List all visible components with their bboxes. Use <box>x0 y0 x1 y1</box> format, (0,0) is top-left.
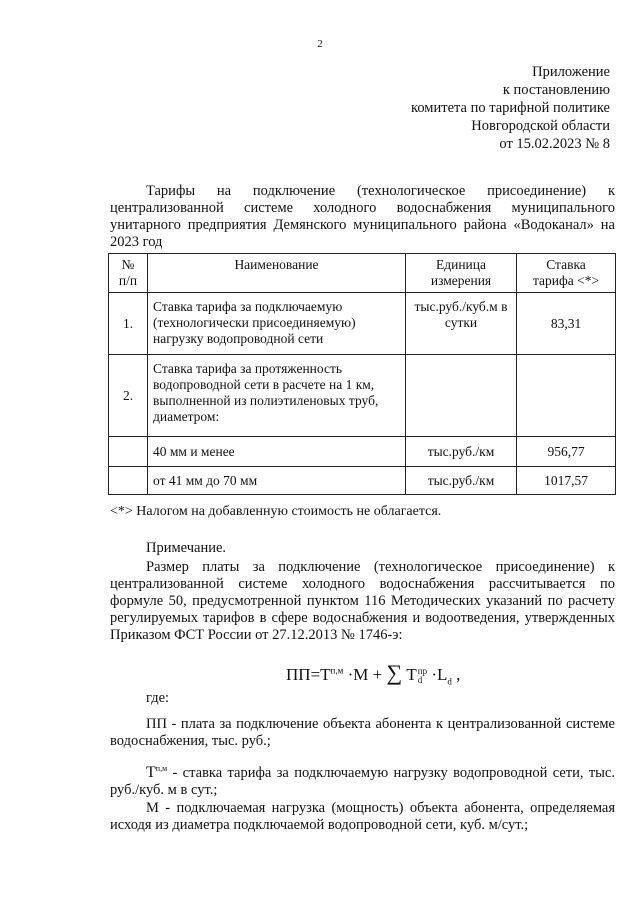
row-rate: 1017,57 <box>517 467 616 495</box>
formula-length-rate-sub: d <box>417 675 423 686</box>
row-num <box>109 437 148 467</box>
appendix-date: от 15.02.2023 № 8 <box>499 136 610 152</box>
appendix-line: к постановлению <box>502 82 610 98</box>
definition-pp: ПП - плата за подключение объекта абонента к централизованной системе водоснабжения, тыс. руб.; <box>110 716 615 749</box>
formula-dot: · <box>347 665 354 684</box>
header-rate: Ставка тарифа <*> <box>517 254 616 293</box>
payment-formula <box>286 660 460 686</box>
note-paragraph: Размер платы за подключение (технологическое присоединение) к централизованной системе холодного водоснабжения рассчитывается по формуле 50, предусмотренной пунктом 116 Методических указаний по расчету регулируемых тарифов в сфере водоснабжения и водоотведения, утвержденных Приказом ФСТ России от 27.12.2013 № 1746-э: <box>110 559 615 643</box>
appendix-header <box>411 63 610 153</box>
title-first-line: Тарифы на подключение (технологическое присоединение) к <box>146 183 615 199</box>
formula-rate-symbol: T <box>320 665 331 684</box>
appendix-line: Новгородской области <box>471 118 610 134</box>
appendix-line: комитета по тарифной политике <box>411 100 610 116</box>
row-name: от 41 мм до 70 мм <box>148 467 406 495</box>
header-unit: Единица измерения <box>406 254 517 293</box>
formula-length-rate-sup: пр <box>417 666 428 677</box>
formula-length: L <box>437 665 448 684</box>
header-name: Наименование <box>148 254 406 293</box>
vat-footnote: <*> Налогом на добавленную стоимость не облагается. <box>110 504 442 519</box>
definition-t <box>110 760 615 799</box>
row-name: Ставка тарифа за подключаемую (технологически присоединяемую) нагрузку водопроводной сети <box>148 293 406 355</box>
row-rate: 83,31 <box>517 293 616 355</box>
formula-plus: + <box>372 665 383 684</box>
row-unit <box>406 355 517 437</box>
formula-length-rate: T <box>406 665 417 684</box>
formula-lhs: ПП <box>286 665 311 684</box>
table-row <box>109 467 616 495</box>
row-rate: 956,77 <box>517 437 616 467</box>
definition-t-symbol: T <box>146 763 156 781</box>
definition-t-text: - ставка тарифа за подключаемую нагрузку водопроводной сети, тыс. руб./куб. м в сут.; <box>110 764 615 798</box>
definition-m: М - подключаемая нагрузка (мощность) объекта абонента, определяемая исходя из диаметра подключаемой водопроводной сети, куб. м/сут.; <box>110 800 615 833</box>
table-row <box>109 437 616 467</box>
formula-load: М <box>353 665 369 684</box>
row-unit: тыс.руб./км <box>406 467 517 495</box>
table-header-row <box>109 254 616 293</box>
row-num <box>109 467 148 495</box>
formula-length-sub: d <box>447 676 452 687</box>
row-num: 1. <box>109 293 148 355</box>
formula-comma: , <box>456 665 461 684</box>
row-name: Ставка тарифа за протяженность водопроводной сети в расчете на 1 км, выполненной из полиэтиленовых труб, диаметром: <box>148 355 406 437</box>
table-row <box>109 293 616 355</box>
row-rate <box>517 355 616 437</box>
row-unit: тыс.руб./куб.м в сутки <box>406 293 517 355</box>
document-title <box>110 183 615 251</box>
note-heading: Примечание. <box>146 540 227 556</box>
row-num: 2. <box>109 355 148 437</box>
row-unit: тыс.руб./км <box>406 437 517 467</box>
formula-dot: · <box>431 665 438 684</box>
header-num: № п/п <box>109 254 148 293</box>
title-rest: централизованной системе холодного водоснабжения муниципального унитарного предприятия Демянского муниципального района «Водоканал» на 2023 год <box>110 200 615 250</box>
definition-t-sup: п,м <box>155 764 168 773</box>
row-name: 40 мм и менее <box>148 437 406 467</box>
formula-equals: = <box>310 665 321 684</box>
appendix-line: Приложение <box>532 64 610 80</box>
table-row <box>109 355 616 437</box>
page-number: 2 <box>317 38 323 50</box>
where-label: где: <box>146 690 170 706</box>
tariff-table <box>108 253 616 495</box>
formula-sum: ∑ <box>386 660 403 685</box>
formula-rate-sup: п,м <box>330 665 344 676</box>
